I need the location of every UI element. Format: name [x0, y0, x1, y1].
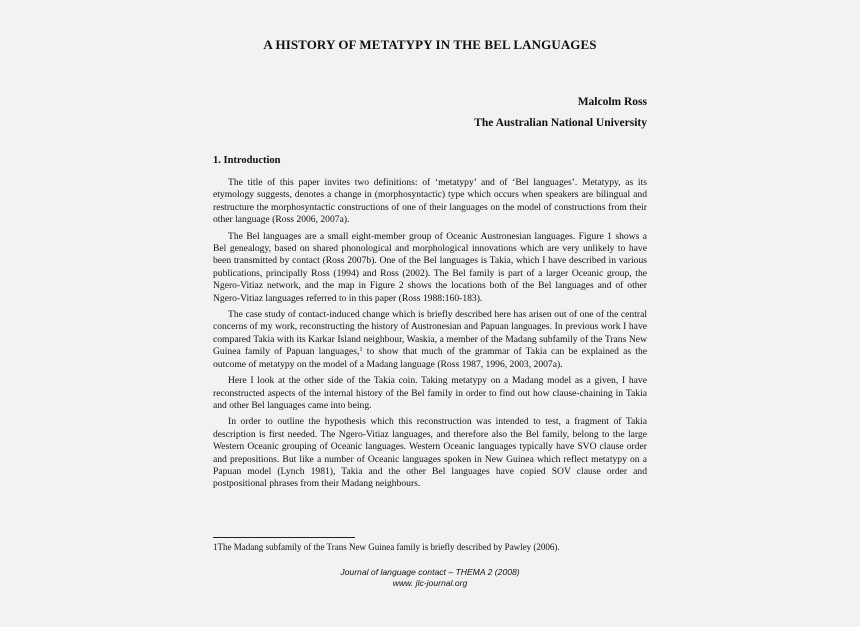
body-text: [213, 177, 647, 495]
journal-website: www. jlc-journal.org: [392, 578, 468, 588]
paragraph-2: The Bel languages are a small eight-member group of Oceanic Austronesian languages. Figure 1 shows a Bel genealogy, based on shared phonological and morphological innovations which are very unlikely to have been transmitted by contact (Ross 2007b). One of the Bel languages is Takia, which I have described in various publications, principally Ross (1994) and Ross (2002). The Bel family is part of a larger Oceanic group, the Ngero-Vitiaz network, and the map in Figure 2 shows the locations both of the Bel languages and of other Ngero-Vitiaz languages referred to in this paper (Ross 1988:160-183).: [213, 230, 647, 304]
footnote-text: The Madang subfamily of the Trans New Guinea family is briefly described by Pawley (2006).: [217, 542, 560, 552]
footnote: [213, 541, 647, 553]
section-heading: 1. Introduction: [213, 155, 281, 166]
footnote-reference: 1: [359, 346, 363, 354]
paper-title: A HISTORY OF METATYPY IN THE BEL LANGUAGES: [263, 37, 597, 52]
footnote-divider: [213, 537, 355, 538]
journal-footer: [0, 567, 860, 589]
paragraph-3-text-before: The case study of contact-induced change which is briefly described here has arisen out of one of the central concerns of my work, reconstructing the history of Austronesian and Papuan languages. In previous work I have compared Takia with its Karkar Island neighbour, Waskia, a member of the Madang subfamily of the Trans New Guinea family of Papuan languages,: [213, 309, 647, 358]
paragraph-3-text-after: to show that much of the grammar of Takia can be explained as the outcome of metatypy on the model of a Madang language (Ross 1987, 1996, 2003, 2007a).: [213, 346, 647, 370]
journal-citation: Journal of language contact – THEMA 2 (2008): [340, 567, 520, 577]
paragraph-5: In order to outline the hypothesis which this reconstruction was intended to test, a fragment of Takia description is first needed. The Ngero-Vitiaz languages, and therefore also the Bel family, belong to the large Western Oceanic grouping of Oceanic languages. Western Oceanic languages typically have SVO clause order and prepositions. But like a number of Oceanic languages spoken in New Guinea which reflect metatypy on a Papuan model (Lynch 1981), Takia and the other Bel languages have copied SOV clause order and postpositional phrases from their Madang neighbours.: [213, 416, 647, 490]
paragraph-1: The title of this paper invites two definitions: of ‘metatypy’ and of ‘Bel languages’. Metatypy, as its etymology suggests, denotes a change in (morphosyntactic) type which occurs when speakers are bilingual and restructure the morphosyntactic constructions of one of their languages on the model of constructions from their other language (Ross 2006, 2007a).: [213, 177, 647, 226]
footnote-number: 1: [213, 542, 218, 552]
author-block: [474, 92, 647, 134]
author-affiliation: The Australian National University: [474, 117, 647, 129]
paragraph-4: Here I look at the other side of the Takia coin. Taking metatypy on a Madang model as a given, I have reconstructed aspects of the internal history of the Bel family in order to find out how clause-chaining in Takia and other Bel languages came into being.: [213, 375, 647, 411]
paragraph-3: [213, 309, 647, 371]
author-name: Malcolm Ross: [577, 96, 647, 108]
